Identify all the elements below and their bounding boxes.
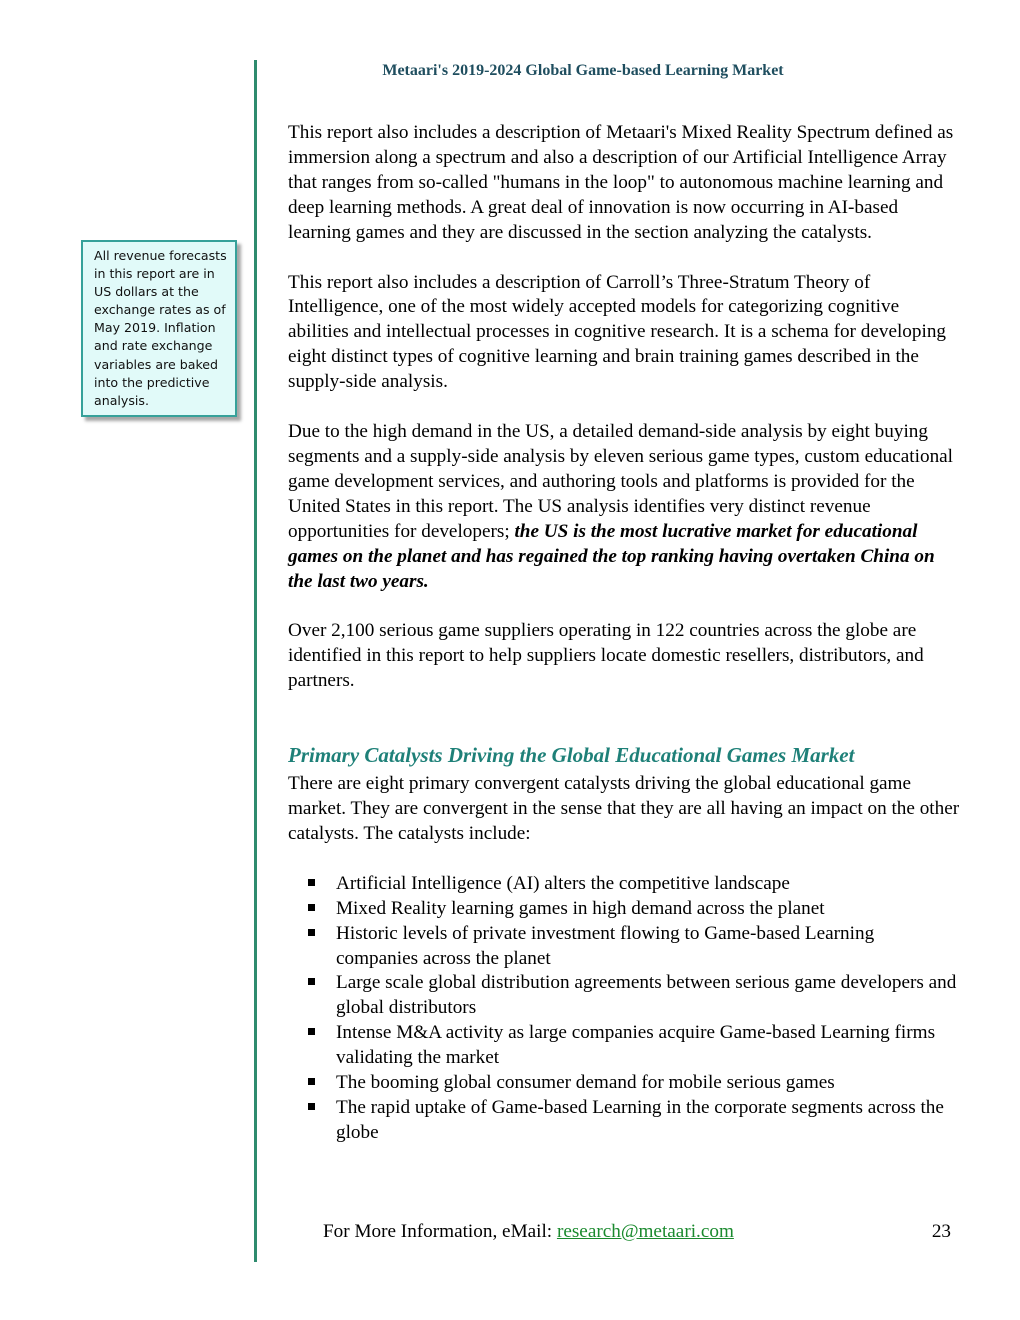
paragraph-mixed-reality: This report also includes a description of Metaari's Mixed Reality Spectrum defined as immersion along a spectrum and also a description of our Artificial Intelligence Array that ranges from so-called "humans in the loop" to autonomous machine learning and deep learning methods. A great deal of innovation is now occurring in AI-based learning games and they are discussed in the section analyzing the catalysts. (288, 122, 954, 243)
paragraph-three-stratum: This report also includes a description of Carroll’s Three-Stratum Theory of Intelligence, one of the most widely accepted models for categorizing cognitive abilities and intellectual processes in cognitive research. It is a schema for developing eight distinct types of cognitive learning and brain training games described in the supply-side analysis. (288, 271, 947, 393)
page-footer (323, 1220, 951, 1244)
list-item: Large scale global distribution agreements between serious game developers and global distributors (336, 971, 960, 1021)
square-bullet-icon (308, 1103, 315, 1110)
catalyst-list (288, 872, 960, 1146)
square-bullet-icon (308, 929, 315, 936)
main-content (288, 121, 960, 1146)
us-analysis-text: Due to the high demand in the US, a detailed demand-side analysis by eight buying segments and a supply-side analysis by eleven serious game types, custom educational game development services, and authoring tools and platforms is provided for the United States in this report. The US analysis identifies very distinct revenue opportunities for developers; (288, 421, 954, 542)
section-intro: There are eight primary convergent catalysts driving the global educational game market. They are convergent in the sense that they are all having an impact on the other catalysts. The catalysts include: (288, 773, 960, 844)
square-bullet-icon (308, 978, 315, 985)
paragraph-us-analysis (288, 420, 960, 594)
list-item: The booming global consumer demand for mobile serious games (336, 1071, 960, 1096)
margin-rule (254, 60, 257, 1262)
square-bullet-icon (308, 1028, 315, 1035)
list-item: Historic levels of private investment flowing to Game-based Learning companies across the planet (336, 922, 960, 972)
list-item: Artificial Intelligence (AI) alters the competitive landscape (336, 872, 960, 897)
paragraph-suppliers: Over 2,100 serious game suppliers operating in 122 countries across the globe are identified in this report to help suppliers locate domestic resellers, distributors, and partners. (288, 620, 924, 692)
email-link[interactable]: research@metaari.com (556, 1221, 734, 1242)
square-bullet-icon (308, 879, 315, 886)
list-item: Mixed Reality learning games in high demand across the planet (336, 897, 960, 922)
square-bullet-icon (308, 1078, 315, 1085)
page-number: 23 (931, 1221, 951, 1242)
list-item: The rapid uptake of Game-based Learning in the corporate segments across the globe (336, 1096, 960, 1146)
square-bullet-icon (308, 904, 315, 911)
section-heading: Primary Catalysts Driving the Global Educational Games Market (288, 743, 855, 768)
us-analysis-emphasis: the US is the most lucrative market for educational games on the planet and has regained the top ranking having overtaken China on the last two years. (288, 520, 935, 592)
running-header: Metaari's 2019-2024 Global Game-based Learning Market (382, 62, 784, 79)
list-item: Intense M&A activity as large companies acquire Game-based Learning firms validating the market (336, 1021, 960, 1071)
sidebar-note: All revenue forecasts in this report are in US dollars at the exchange rates as of May 2019. Inflation and rate exchange variables are baked into the predictive analysis. (81, 240, 237, 417)
footer-label: For More Information, eMail: (323, 1221, 557, 1242)
